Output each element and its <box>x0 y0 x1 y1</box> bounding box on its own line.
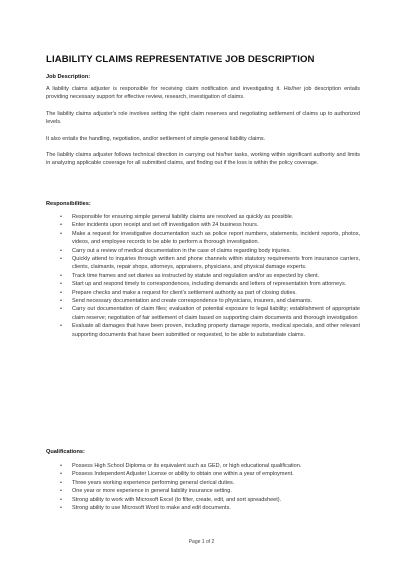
bullet-icon: • <box>60 298 62 305</box>
list-item: • Strong ability to work with Microsoft Excel (to filter, create, edit, and sort spreadsheet). <box>60 496 282 503</box>
list-item: • Carry out documentation of claim files; evaluation of potential exposure to legal liability; establishment of appropriate claim reserve; negotiation of fair settlement of claim based on supporting claim documents and thorough investigation <box>60 306 360 321</box>
bullet-icon: • <box>60 479 62 486</box>
responsibilities-heading: Responsibilities: <box>46 201 91 207</box>
list-item: • Start up and respond timely to correspondences, including demands and letters of representation from attorneys. <box>60 281 347 288</box>
bullet-icon: • <box>60 463 62 469</box>
bullet-icon: • <box>60 306 62 313</box>
list-item: • Prepare checks and make a request for client's settlement authority as part of closing duties. <box>60 289 297 296</box>
page-title: LIABILITY CLAIMS REPRESENTATIVE JOB DESCRIPTION <box>46 54 315 65</box>
bullet-icon: • <box>60 222 62 229</box>
bullet-icon: • <box>60 289 62 296</box>
bullet-icon: • <box>60 323 62 330</box>
bullet-icon: • <box>60 272 62 279</box>
job-description-heading: Job Description: <box>46 74 91 80</box>
list-item: • Carry out a review of medical documentation in the case of claims regarding body injuries. <box>60 247 291 254</box>
responsibilities-list <box>46 213 360 339</box>
list-item: • Make a request for investigative documentation such as police report numbers, statements, incident reports, photos, videos, and employee records to be able to perform a thorough investigation. <box>60 230 360 246</box>
bullet-icon: • <box>60 471 62 478</box>
list-item: • Possess Independent Adjuster License or ability to obtain one within a year of employment. <box>60 471 294 478</box>
bullet-icon: • <box>60 281 62 288</box>
list-item: • Three years working experience performing general clerical duties. <box>60 479 235 486</box>
list-item: • Track time frames and set diaries as instructed by statute and regulation and/or as expected by client. <box>60 272 320 279</box>
bullet-icon: • <box>60 488 62 495</box>
page-number: Page 1 of 2 <box>188 539 215 545</box>
list-item: • One year or more experience in general liability insurance setting. <box>60 488 232 495</box>
list-item: • Possess High School Diploma or its equivalent such as GED, or high educational qualification. <box>60 463 302 469</box>
list-item: • Evaluate all damages that have been proven, including property damage reports, medical specials, and other relevant supporting documents that have been submitted or requested, to be able to substantiate claims. <box>60 323 360 338</box>
bullet-icon: • <box>60 256 62 263</box>
bullet-icon: • <box>60 247 62 254</box>
qualifications-list <box>46 462 360 512</box>
bullet-icon: • <box>60 505 62 512</box>
bullet-icon: • <box>60 214 62 220</box>
paragraph-3: It also entails the handling, negotiation, and/or settlement of simple general liability claims. <box>46 136 266 142</box>
paragraph-4: The liability claims adjuster follows technical direction in carrying out his/her tasks, working within significant authority and limits in analyzing applicable coverage for all submitted claims, and finding out if the loss is within the policy coverage. <box>46 152 360 167</box>
list-item: • Responsible for ensuring simple general liability claims are resolved as quickly as possible. <box>60 214 294 220</box>
list-item: • Strong ability to use Microsoft Word to make and edit documents. <box>60 505 231 512</box>
paragraph-2: The liability claims adjuster's role involves setting the right claim reserves and negotiating settlement of claims up to authorized levels. <box>46 111 360 126</box>
bullet-icon: • <box>60 230 62 237</box>
list-item: • Quickly attend to inquiries through written and phone channels within statutory requirements from insurance carriers, clients, claimants, repair shops, attorneys, appraisers, physicians, and physical damage experts. <box>60 256 360 271</box>
list-item: • Send necessary documentation and create correspondence to physicians, insurers, and claimants. <box>60 298 312 305</box>
bullet-icon: • <box>60 496 62 503</box>
list-item: • Enter incidents upon receipt and set off investigation with 24 business hours. <box>60 222 259 229</box>
qualifications-heading: Qualifications: <box>46 449 85 455</box>
paragraph-1: A liability claims adjuster is responsible for receiving claim notification and investigating it. His/her job description entails providing necessary support for effective review, research, investigation of claims. <box>46 86 360 101</box>
